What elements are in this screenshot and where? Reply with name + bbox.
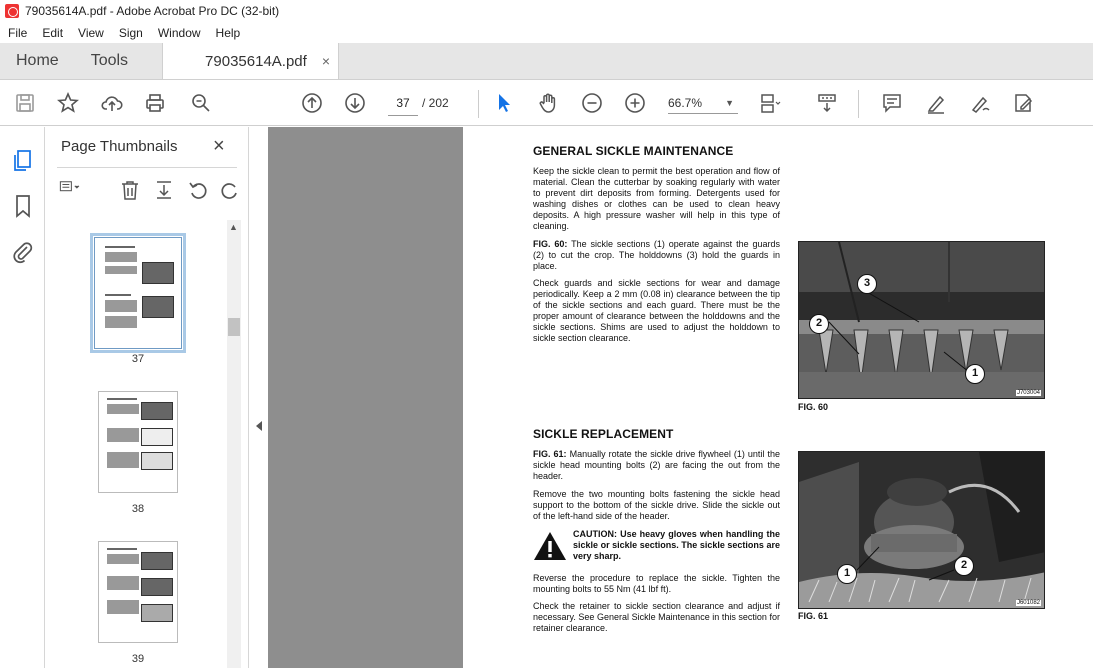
document-viewport[interactable] — [268, 127, 1093, 668]
upload-cloud-icon[interactable] — [100, 91, 124, 115]
page-layout-icon[interactable] — [758, 91, 782, 115]
section-heading: SICKLE REPLACEMENT — [533, 427, 674, 441]
tab-home[interactable]: Home — [16, 52, 59, 69]
paragraph — [533, 239, 780, 272]
attachment-icon[interactable] — [10, 239, 36, 265]
page-thumbnails-icon[interactable] — [10, 147, 36, 173]
menu-view[interactable]: View — [78, 25, 104, 40]
menu-window[interactable]: Window — [157, 25, 201, 40]
caution-notice — [533, 529, 780, 565]
close-panel-icon[interactable]: × — [213, 135, 225, 157]
thumbnail-tools — [59, 177, 239, 203]
figure-reference: FIG. 61: — [533, 449, 567, 459]
rotate-left-icon[interactable] — [187, 179, 209, 201]
paragraph: Keep the sickle clean to permit the best operation and flow of material. Clean the cutterbar by soaking regularly with water to prevent dirt deposits from forming. Detergents used for washing dishes or clothes can be used to clean heavy deposits. A high pressure washer will help in this type of cleaning. — [533, 166, 780, 231]
menu-file[interactable]: File — [8, 25, 28, 40]
zoom-level-select[interactable] — [668, 92, 738, 114]
toolbar-divider — [858, 90, 859, 118]
menu-bar — [0, 22, 1093, 43]
page-number-input[interactable]: 37 — [388, 90, 418, 116]
select-cursor-icon[interactable] — [492, 91, 516, 115]
warning-triangle-icon — [533, 531, 567, 561]
scroll-up-icon[interactable]: ▲ — [229, 222, 238, 232]
star-icon[interactable] — [56, 91, 80, 115]
panel-divider — [57, 167, 237, 168]
paragraph: Remove the two mounting bolts fastening the sickle head support to the bottom of the sickle drive. Slide the sickle out of the left-hand side of the header. — [533, 489, 780, 521]
thumbnail-scrollbar[interactable] — [227, 220, 241, 668]
extract-page-icon[interactable] — [153, 179, 175, 201]
menu-edit[interactable]: Edit — [42, 25, 64, 40]
highlight-pen-icon[interactable] — [924, 91, 948, 115]
next-page-icon[interactable] — [343, 91, 367, 115]
sign-pen-icon[interactable] — [968, 91, 992, 115]
thumbnail-page-37[interactable] — [94, 237, 182, 349]
figure-code: J703004 — [1016, 390, 1040, 396]
previous-page-icon[interactable] — [300, 91, 324, 115]
figure-caption: FIG. 60 — [798, 402, 829, 412]
callout-1: 1 — [837, 564, 857, 584]
title-bar — [0, 0, 1093, 22]
sickle-drive-illustration — [799, 452, 1045, 609]
thumbnail-panel — [45, 127, 248, 668]
paragraph — [533, 449, 780, 482]
paragraph-text: Manually rotate the sickle drive flywheel (1) until the sickle head mounting bolts (2) are facing the out from the header. — [533, 449, 780, 481]
callout-2: 2 — [954, 556, 974, 576]
toolbar-divider — [478, 90, 479, 118]
close-tab-icon[interactable]: × — [321, 53, 331, 69]
comment-icon[interactable] — [880, 91, 904, 115]
paragraph-text: The sickle sections (1) operate against the guards (2) to cut the crop. The holddowns (3) hold the guards in place. — [533, 239, 780, 271]
figure-60-photo — [798, 241, 1045, 399]
collapse-panel-icon[interactable] — [256, 421, 262, 431]
thumbnail-label: 38 — [131, 503, 145, 515]
figure-caption: FIG. 61 — [798, 611, 829, 621]
callout-3: 3 — [857, 274, 877, 294]
acrobat-logo-icon — [5, 4, 19, 18]
hand-tool-icon[interactable] — [536, 91, 560, 115]
tab-tools[interactable]: Tools — [90, 52, 129, 69]
document-tab-label: 79035614A.pdf — [205, 52, 307, 70]
paragraph: Check guards and sickle sections for wear and damage periodically. Keep a 2 mm (0.08 in) clearance between the tip of the sickle sections and each guard. There must be the proper amount of clearance between the holddowns and the sickle sections. Shims are used to adjust the holddown to sickle section clearance. — [533, 278, 780, 343]
paragraph: Check the retainer to sickle section clearance and adjust if necessary. See General Sickle Maintenance in this section for retainer clearance. — [533, 601, 780, 633]
callout-1: 1 — [965, 364, 985, 384]
page-count: / 202 — [422, 96, 449, 110]
pdf-page — [463, 127, 1093, 668]
figure-code: J601082 — [1016, 600, 1040, 606]
save-icon[interactable] — [13, 91, 37, 115]
paragraph: Reverse the procedure to replace the sickle. Tighten the mounting bolts to 55 Nm (41 lbf ft). — [533, 573, 780, 594]
scrollbar-thumb[interactable] — [228, 318, 240, 336]
thumbnail-page-39[interactable] — [98, 541, 178, 643]
print-icon[interactable] — [143, 91, 167, 115]
delete-page-icon[interactable] — [119, 179, 141, 201]
caution-text: CAUTION: Use heavy gloves when handling the sickle or sickle sections. The sickle sections are very sharp. — [573, 529, 780, 561]
menu-sign[interactable]: Sign — [118, 25, 143, 40]
cutterbar-illustration — [799, 242, 1045, 399]
scroll-mode-icon[interactable] — [815, 91, 839, 115]
bookmark-icon[interactable] — [10, 193, 36, 219]
tab-document[interactable] — [162, 43, 339, 79]
edit-pdf-icon[interactable] — [1011, 91, 1035, 115]
zoom-out-icon[interactable] — [580, 91, 604, 115]
menu-help[interactable]: Help — [215, 25, 241, 40]
callout-2: 2 — [809, 314, 829, 334]
chevron-down-icon: ▼ — [725, 98, 734, 108]
section-heading: GENERAL SICKLE MAINTENANCE — [533, 144, 734, 158]
left-rail — [0, 127, 45, 668]
window-title: 79035614A.pdf - Adobe Acrobat Pro DC (32-bit) — [25, 4, 280, 18]
rotate-right-icon[interactable] — [219, 179, 241, 201]
options-menu-icon[interactable] — [59, 179, 81, 201]
panel-title: Page Thumbnails — [61, 138, 178, 155]
zoom-search-icon[interactable] — [189, 91, 213, 115]
tab-bar — [0, 43, 1093, 80]
figure-61-photo — [798, 451, 1045, 609]
panel-splitter[interactable] — [248, 127, 268, 668]
zoom-in-icon[interactable] — [623, 91, 647, 115]
thumbnail-label: 37 — [131, 353, 145, 365]
figure-reference: FIG. 60: — [533, 239, 568, 249]
thumbnail-label: 39 — [131, 653, 145, 665]
zoom-level-value: 66.7% — [668, 96, 703, 110]
thumbnail-page-38[interactable] — [98, 391, 178, 493]
